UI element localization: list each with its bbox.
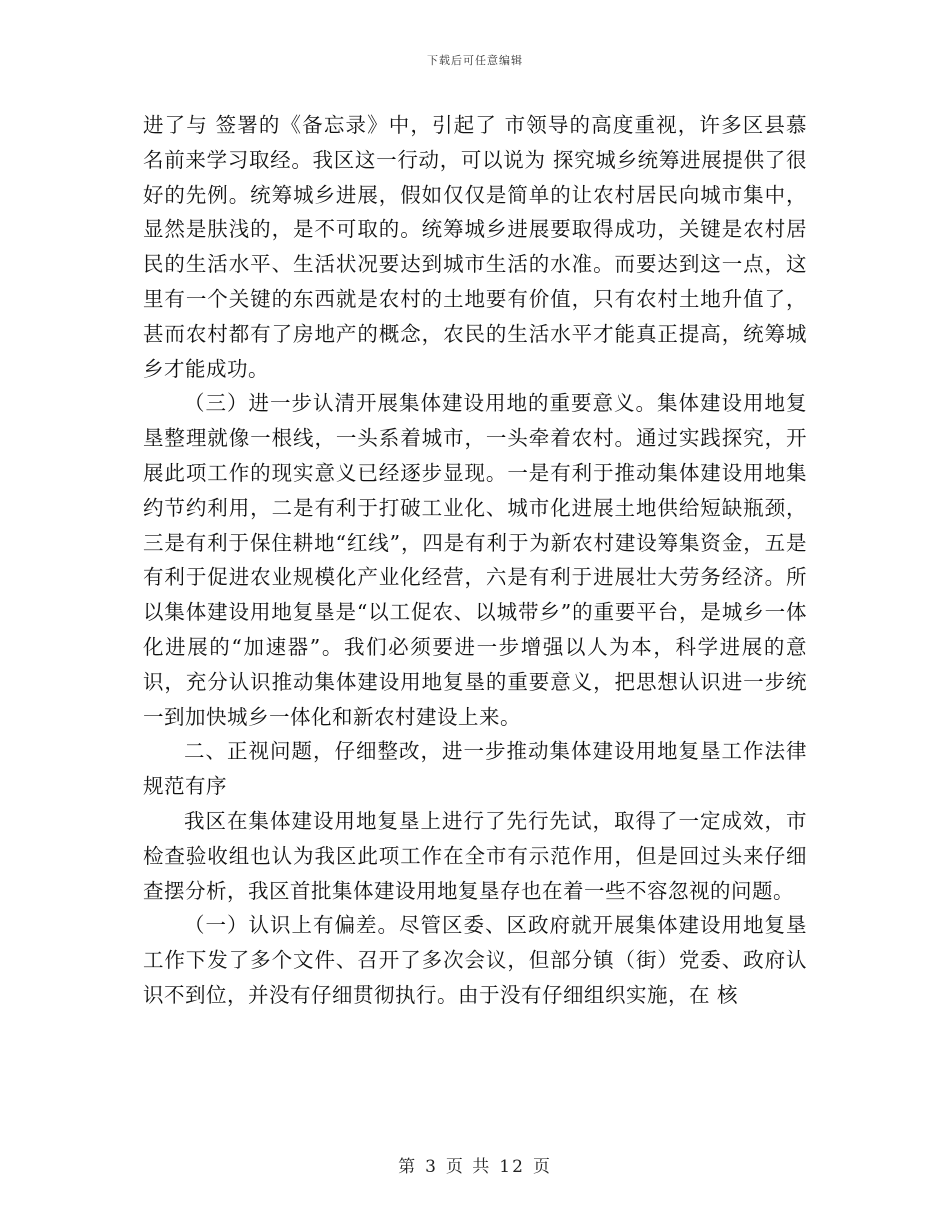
- paragraph-5: （一）认识上有偏差。尽管区委、区政府就开展集体建设用地复垦工作下发了多个文件、召开了多次会议，但部分镇（街）党委、政府认识不到位，并没有仔细贯彻执行。由于没有仔细组织实施，在 核: [143, 913, 807, 1007]
- footer-page-number: 3: [425, 1157, 438, 1177]
- footer-suffix: 页: [532, 1157, 552, 1177]
- document-body: [143, 108, 807, 1013]
- footer-total-pages: 12: [499, 1157, 525, 1177]
- paragraph-2: （三）进一步认清开展集体建设用地的重要意义。集体建设用地复垦整理就像一根线，一头系着城市，一头牵着农村。通过实践探究，开展此项工作的现实意义已经逐步显现。一是有利于推动集体建设用地集约节约利用，二是有利于打破工业化、城市化进展土地供给短缺瓶颈，三是有利于保住耕地“红线”，四是有利于为新农村建设筹集资金，五是有利于促进农业规模化产业化经营，六是有利于进展壮大劳务经济。所以集体建设用地复垦是“以工促农、以城带乡”的重要平台，是城乡一体化进展的“加速器”。我们必须要进一步增强以人为本，科学进展的意识，充分认识推动集体建设用地复垦的重要意义，把思想认识进一步统一到加快城乡一体化和新农村建设上来。: [143, 391, 807, 729]
- section-heading: 二、正视问题，仔细整改，进一步推动集体建设用地复垦工作法律规范有序: [143, 739, 807, 799]
- paragraph-4: 我区在集体建设用地复垦上进行了先行先试，取得了一定成效，市检查验收组也认为我区此项工作在全市有示范作用，但是回过头来仔细查摆分析，我区首批集体建设用地复垦存也在着一些不容忽视的问题。: [143, 808, 807, 903]
- page-header: 下载后可任意编辑: [427, 54, 523, 67]
- page-footer: [0, 1152, 950, 1177]
- paragraph-1: 进了与 签署的《备忘录》中，引起了 市领导的高度重视，许多区县慕名前来学习取经。我区这一行动，可以说为 探究城乡统筹进展提供了很好的先例。统筹城乡进展，假如仅仅是简单的让农村居民向城市集中，显然是肤浅的，是不可取的。统筹城乡进展要取得成功，关键是农村居民的生活水平、生活状况要达到城市生活的水准。而要达到这一点，这里有一个关键的东西就是农村的土地要有价值，只有农村土地升值了，甚而农村都有了房地产的概念，农民的生活水平才能真正提高，统筹城乡才能成功。: [143, 113, 807, 381]
- footer-prefix: 第: [398, 1157, 418, 1177]
- footer-mid: 页 共: [445, 1157, 492, 1177]
